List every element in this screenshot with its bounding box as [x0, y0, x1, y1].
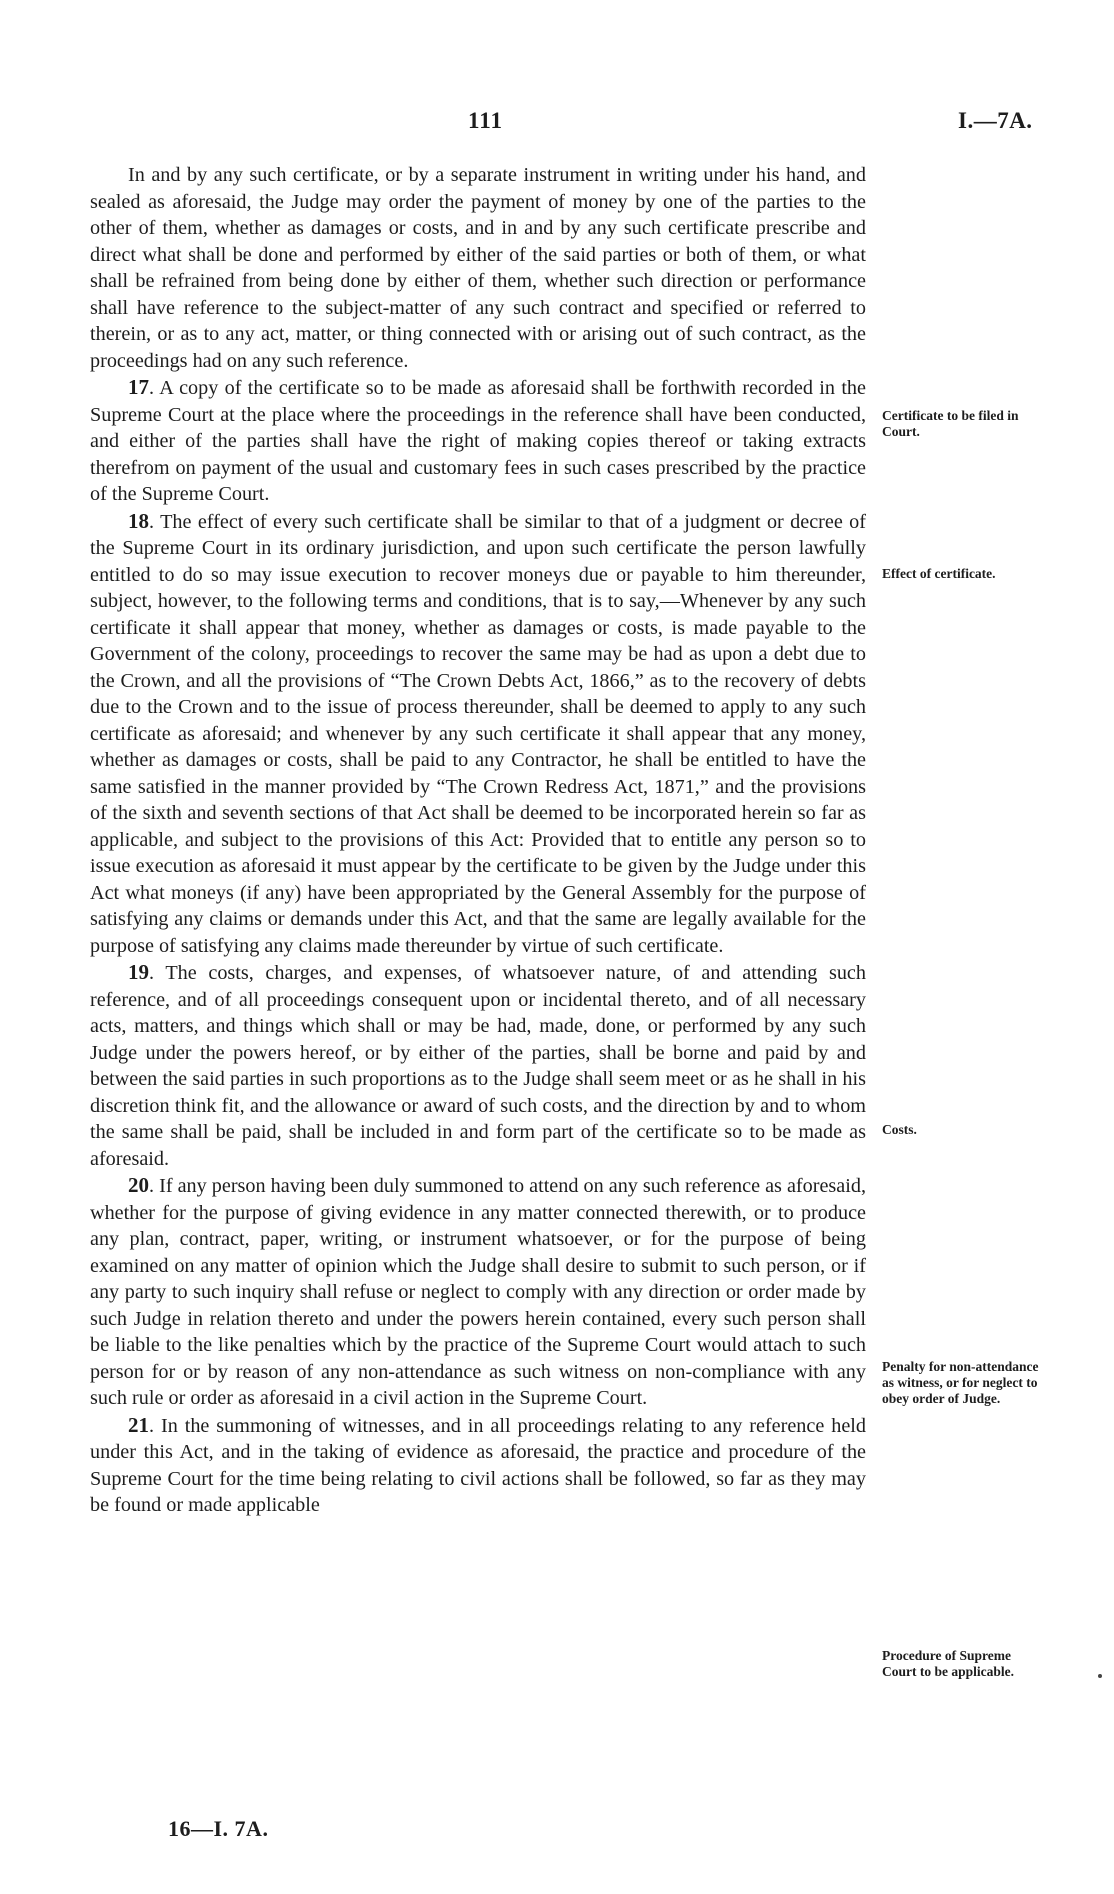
page-reference: I.—7A. [958, 108, 1033, 133]
section-text: . The effect of every such certificate shall be similar to that of a judgment or decree of the Supreme Court in its ordinary jurisdiction, and upon such certificate the person lawfully entitled to do so may issue execution to recover moneys due or payable to him thereunder, subject, however, to the following terms and conditions, that is to say,—Whenever by any such certificate it shall appear that money, whether as damages or costs, is made payable to the Government of the colony, proceedings to recover the same may be had as upon a debt due to the Crown, and all the provisions of “The Crown Debts Act, 1866,” as to the recovery of debts due to the Crown and to the issue of process thereunder, shall be deemed to apply to any such certificate as aforesaid; and whenever by any such certificate it shall appear that any money, whether as damages or costs, shall be paid to any Contractor, he shall be entitled to have the same satisfied in the manner provided by “The Crown Redress Act, 1871,” and the provisions of the sixth and seventh sections of that Act shall be deemed to be incorporated herein so far as applicable, and subject to the provisions of this Act: Provided that to entitle any person so to issue execution as aforesaid it must appear by the certificate to be given by the Judge under this Act what moneys (if any) have been appropriated by the General Assembly for the purpose of satisfying any claims or demands under this Act, and that the same are legally available for the purpose of satisfying any claims made thereunder by virtue of such certificate. [90, 510, 866, 957]
section-number: 21 [128, 1412, 149, 1437]
section-number: 17 [128, 375, 149, 399]
section-text: . In the summoning of witnesses, and in all proceedings relating to any reference held under this Act, and in the taking of evidence as aforesaid, the practice and procedure of the Supreme Court for the time being relating to civil actions shall be followed, so far as they may be found or made applicable [90, 1414, 866, 1516]
stray-mark [1098, 1674, 1102, 1678]
section-number: 19 [128, 960, 149, 984]
margin-note-procedure: Procedure of Supreme Court to be applicable. [882, 1648, 1015, 1679]
section-17 [90, 374, 866, 508]
section-18 [90, 508, 866, 960]
section-text: . If any person having been duly summoned to attend on any such reference as aforesaid, whether for the purpose of giving evidence in any matter connected therewith, or to produce any plan, contract, paper, writing, or instrument whatsoever, or for the purpose of being examined on any matter of opinion which the Judge shall desire to submit to such person, or if any party to such inquiry shall refuse or neglect to comply with any direction or order made by such Judge in relation thereto and under the powers herein contained, every such person shall be liable to the like penalties which by the practice of the Supreme Court would attach to such person for or by reason of any non-attendance as such witness on non-compliance with any such rule or order as aforesaid in a civil action in the Supreme Court. [90, 1175, 866, 1409]
section-number: 20 [128, 1173, 149, 1197]
section-text: . The costs, charges, and expenses, of whatsoever nature, of and attending such reference, and of all proceedings consequent upon or incidental thereto, and of all necessary acts, matters, and things which shall or may be had, made, done, or performed by any such Judge under the powers hereof, or by either of the parties, shall be borne and paid by and between the said parties in such proportions as to the Judge shall seem meet or as he shall in his discretion think fit, and the allowance or award of such costs, and the direction by and to whom the same shall be paid, shall be included in and form part of the certificate so to be made as aforesaid. [90, 962, 866, 1170]
paragraph-text: In and by any such certificate, or by a separate instrument in writing under his hand, and sealed as aforesaid, the Judge may order the payment of money by one of the parties to the other of them, whether as damages or costs, and in and by any such certificate prescribe and direct what shall be done and performed by either of the said parties or both of them, or what shall be refrained from being done by either of them, whether such direction or performance shall have reference to the subject-matter of any such contract and specified or referred to therein, or as to any act, matter, or thing connected with or arising out of such contract, as the proceedings had on any such reference. [90, 164, 866, 372]
section-19 [90, 959, 866, 1172]
section-21 [90, 1412, 866, 1519]
printer-signature: 16—I. 7A. [168, 1816, 269, 1841]
section-number: 18 [128, 508, 149, 533]
margin-note-certificate-filed: Certificate to be filed in Court. [882, 408, 1019, 439]
body-text [90, 162, 866, 1519]
margin-note-costs: Costs. [882, 1122, 917, 1137]
margin-note-effect-of-certificate: Effect of certificate. [882, 566, 996, 581]
page-number: 111 [468, 108, 503, 133]
paragraph-intro [90, 162, 866, 374]
section-20 [90, 1172, 866, 1412]
margin-note-penalty: Penalty for non-attendance as witness, or for neglect to obey order of Judge. [882, 1359, 1039, 1406]
section-text: . A copy of the certificate so to be made as aforesaid shall be forthwith recorded in the Supreme Court at the place where the proceedings in the reference shall have been conducted, and either of the parties shall have the right of making copies thereof or taking extracts therefrom on payment of the usual and customary fees in such cases prescribed by the practice of the Supreme Court. [90, 377, 866, 505]
